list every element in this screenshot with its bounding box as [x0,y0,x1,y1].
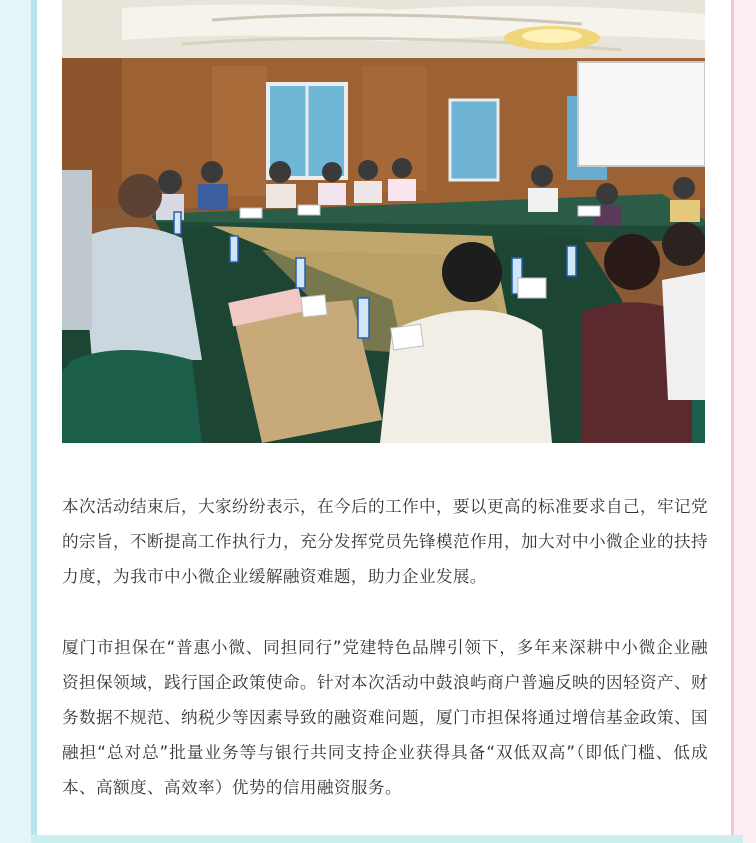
article-paragraph-2: 厦门市担保在“普惠小微、同担同行”党建特色品牌引领下，多年来深耕中小微企业融资担保领域，践行国企政策使命。针对本次活动中鼓浪屿商户普遍反映的因轻资产、财务数据不规范、纳税少等因素导致的融资难问题，厦门市担保将通过增信基金政策、国融担“总对总”批量业务等与银行共同支持企业获得具备“双低双高”（即低门槛、低成本、高额度、高效率）优势的信用融资服务。 [62,638,708,797]
frame-left-band [0,0,31,843]
article-paragraph-1: 本次活动结束后，大家纷纷表示，在今后的工作中，要以更高的标准要求自己，牢记党的宗旨，不断提高工作执行力，充分发挥党员先锋模范作用，加大对中小微企业的扶持力度，为我市中小微企业缓解融资难题，助力企业发展。 [62,497,708,586]
frame-right-band [734,0,756,843]
frame-right-border [731,0,734,835]
frame-bottom-border [31,835,743,843]
meeting-photo [62,0,705,443]
